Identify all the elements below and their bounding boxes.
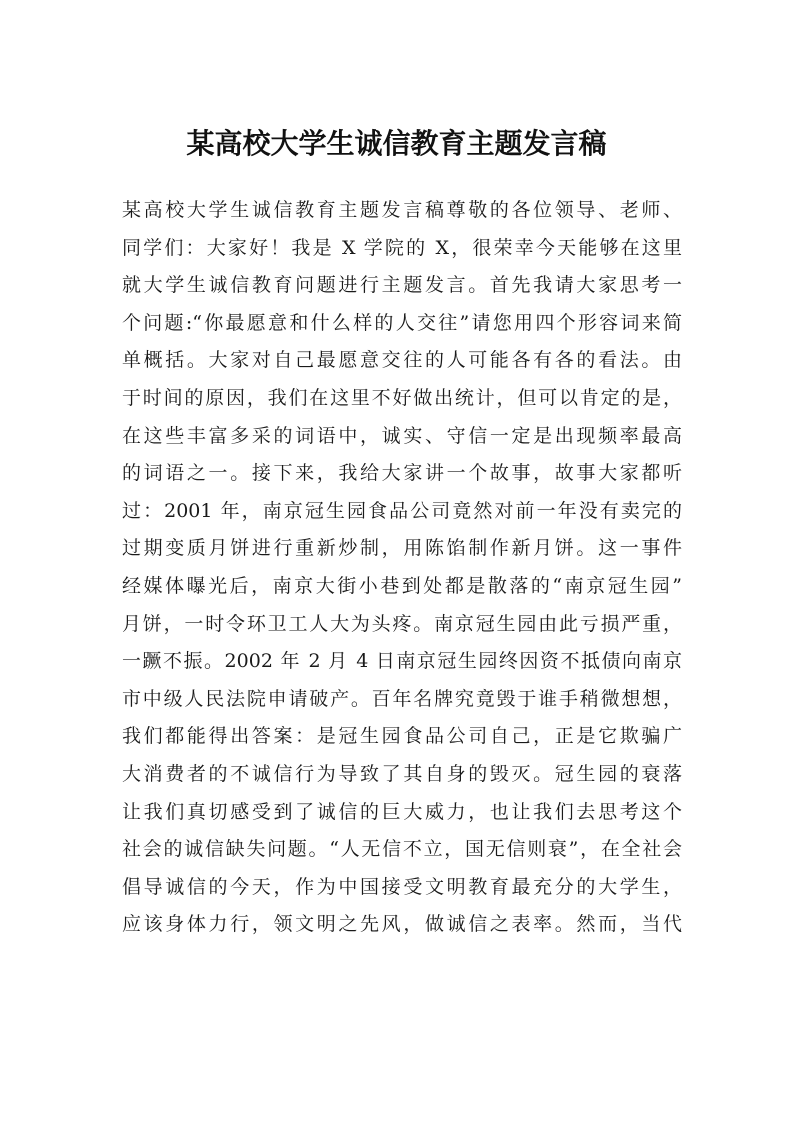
body-line: 同学们：大家好！我是 X 学院的 X，很荣幸今天能够在这里 — [122, 236, 682, 259]
body-line: 倡导诚信的今天，作为中国接受文明教育最充分的大学生， — [122, 875, 682, 898]
body-line: 社会的诚信缺失问题。“人无信不立，国无信则衰”，在全社会 — [122, 838, 682, 861]
body-line: 个问题:“你最愿意和什么样的人交往”请您用四个形容词来简 — [122, 311, 682, 334]
body-line: 应该身体力行，领文明之先风，做诚信之表率。然而，当代 — [122, 913, 682, 936]
body-line: 经媒体曝光后，南京大街小巷到处都是散落的“南京冠生园” — [122, 574, 682, 597]
body-line: 过：2001 年，南京冠生园食品公司竟然对前一年没有卖完的 — [122, 499, 682, 522]
body-line: 的词语之一。接下来，我给大家讲一个故事，故事大家都听 — [122, 462, 682, 485]
body-line: 在这些丰富多采的词语中，诚实、守信一定是出现频率最高 — [122, 424, 682, 447]
body-line: 大消费者的不诚信行为导致了其自身的毁灭。冠生园的衰落 — [122, 762, 682, 785]
body-line: 让我们真切感受到了诚信的巨大威力，也让我们去思考这个 — [122, 800, 682, 823]
body-line: 就大学生诚信教育问题进行主题发言。首先我请大家思考一 — [122, 274, 682, 297]
body-line: 我们都能得出答案：是冠生园食品公司自己，正是它欺骗广 — [122, 725, 682, 748]
body-line: 某高校大学生诚信教育主题发言稿尊敬的各位领导、老师、 — [122, 199, 682, 221]
body-line: 市中级人民法院申请破产。百年名牌究竟毁于谁手稍微想想， — [122, 687, 682, 710]
body-line: 一蹶不振。2002 年 2 月 4 日南京冠生园终因资不抵债向南京 — [122, 650, 682, 673]
document-title: 某高校大学生诚信教育主题发言稿 — [186, 127, 607, 160]
document-body — [122, 192, 682, 944]
body-line: 月饼，一时令环卫工人大为头疼。南京冠生园由此亏损严重， — [122, 612, 682, 635]
body-line: 于时间的原因，我们在这里不好做出统计，但可以肯定的是， — [122, 386, 682, 409]
body-line: 单概括。大家对自己最愿意交往的人可能各有各的看法。由 — [122, 349, 682, 372]
body-line: 过期变质月饼进行重新炒制，用陈馅制作新月饼。这一事件 — [122, 537, 682, 560]
